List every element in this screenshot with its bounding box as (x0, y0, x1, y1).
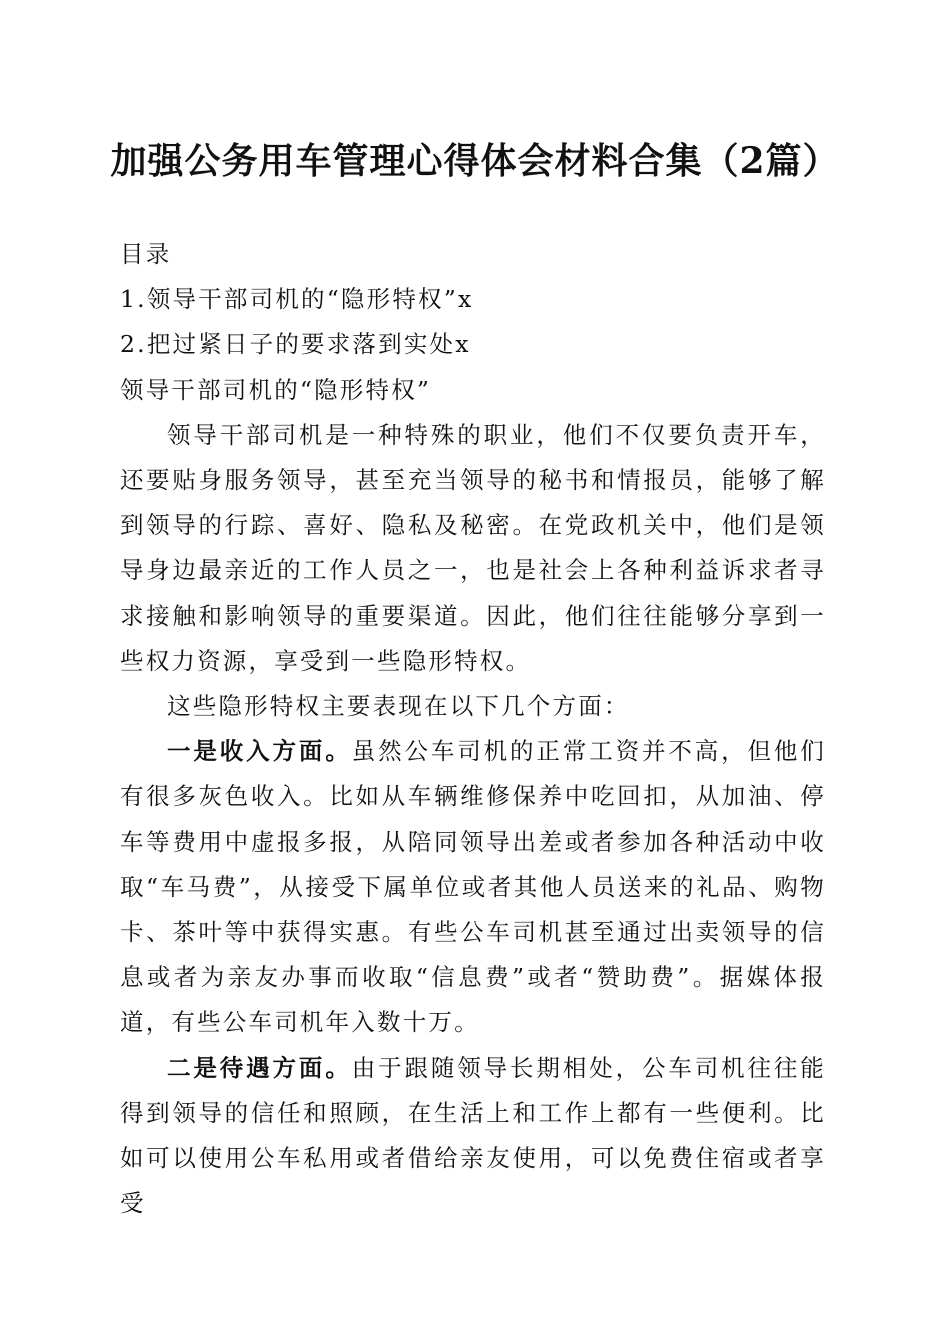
paragraph-income-lead: 一是收入方面。 (167, 737, 352, 766)
document-title: 加强公务用车管理心得体会材料合集（2篇） (110, 140, 840, 182)
paragraph-intro: 领导干部司机是一种特殊的职业，他们不仅要负责开车，还要贴身服务领导，甚至充当领导的秘书和情报员，能够了解到领导的行踪、喜好、隐私及秘密。在党政机关中，他们是领导身边最亲近的工作人员之一，也是社会上各种利益诉求者寻求接触和影响领导的重要渠道。因此，他们往往能够分享到一些权力资源，享受到一些隐形特权。 (120, 420, 826, 675)
toc-heading: 目录 (120, 240, 172, 268)
paragraph-overview: 这些隐形特权主要表现在以下几个方面： (167, 692, 630, 721)
toc-item-2: 2.把过紧日子的要求落到实处x (120, 330, 471, 359)
paragraph-income-text: 虽然公车司机的正常工资并不高，但他们有很多灰色收入。比如从车辆维修保养中吃回扣，从加油、停车等费用中虚报多报，从陪同领导出差或者参加各种活动中收取“车马费”，从接受下属单位或者其他人员送来的礼品、购物卡、茶叶等中获得实惠。有些公车司机甚至通过出卖领导的信息或者为亲友办事而收取“信息费”或者“赞助费”。据媒体报道，有些公车司机年入数十万。 (120, 737, 826, 1037)
paragraph-treatment (120, 1046, 826, 1227)
paragraph-treatment-text: 由于跟随领导长期相处，公车司机往往能得到领导的信任和照顾，在生活上和工作上都有一些便利。比如可以使用公车私用或者借给亲友使用，可以免费住宿或者享受 (120, 1053, 826, 1218)
document-body (120, 232, 826, 1226)
paragraph-income (120, 729, 826, 1045)
section-title: 领导干部司机的“隐形特权” (120, 375, 432, 404)
toc-item-1: 1.领导干部司机的“隐形特权”x (120, 285, 474, 314)
paragraph-treatment-lead: 二是待遇方面。 (167, 1053, 352, 1082)
